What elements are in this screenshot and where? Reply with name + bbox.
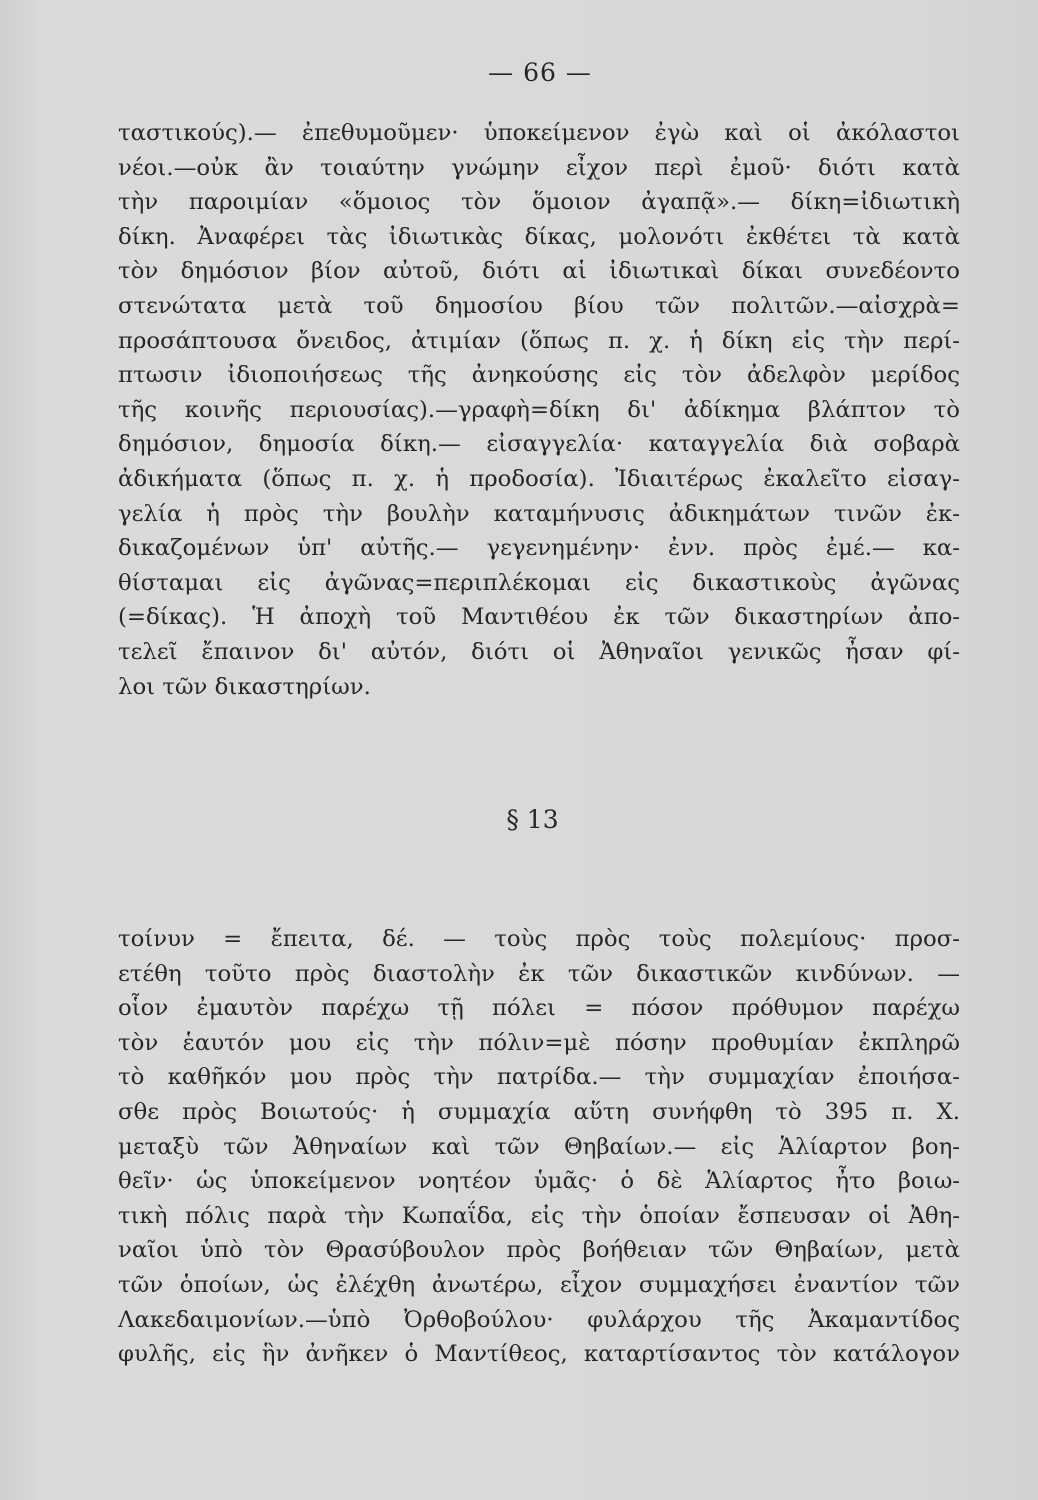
text-line: ἀδικήματα (ὅπως π. χ. ἡ προδοσία). Ἰδιαιτέρως ἐκαλεῖτο εἰσαγ- [118, 465, 960, 492]
text-line: τῆς κοινῆς περιουσίας).—γραφὴ=δίκη δι' ἀδίκημα βλάπτον τὸ [118, 396, 960, 423]
text-line: σθε πρὸς Βοιωτούς· ἡ συμμαχία αὕτη συνήφθη τὸ 395 π. Χ. [118, 1098, 960, 1125]
text-line: προσάπτουσα ὄνειδος, ἀτιμίαν (ὅπως π. χ. ἡ δίκη εἰς τὴν περί- [118, 327, 960, 354]
text-line: τὸ καθῆκόν μου πρὸς τὴν πατρίδα.— τὴν συμμαχίαν ἐποιήσα- [118, 1064, 960, 1091]
text-line: (=δίκας). Ἡ ἀποχὴ τοῦ Μαντιθέου ἐκ τῶν δικαστηρίων ἀπο- [118, 604, 960, 631]
text-line: φυλῆς, εἰς ἣν ἀνῆκεν ὁ Μαντίθεος, καταρτίσαντος τὸν κατάλογον [118, 1341, 960, 1368]
text-line: λοι τῶν δικαστηρίων. [118, 673, 371, 700]
text-line: θίσταμαι εἰς ἀγῶνας=περιπλέκομαι εἰς δικαστικοὺς ἀγῶνας [118, 569, 960, 596]
commentary-block-1 [118, 116, 960, 704]
text-line: δημόσιον, δημοσία δίκη.— εἰσαγγελία· καταγγελία διὰ σοβαρὰ [118, 431, 960, 458]
text-line: τελεῖ ἔπαινον δι' αὐτόν, διότι οἱ Ἀθηναῖοι γενικῶς ἦσαν φί- [118, 638, 960, 665]
text-line: δικαζομένων ὑπ' αὐτῆς.— γεγενημένην· ἐνν. πρὸς ἐμέ.— κα- [118, 535, 960, 562]
text-line: ναῖοι ὑπὸ τὸν Θρασύβουλον πρὸς βοήθειαν τῶν Θηβαίων, μετὰ [118, 1237, 960, 1264]
text-line: θεῖν· ὡς ὑποκείμενον νοητέον ὑμᾶς· ὁ δὲ Ἁλίαρτος ἦτο βοιω- [118, 1168, 960, 1195]
text-line: ετέθη τοῦτο πρὸς διαστολὴν ἐκ τῶν δικαστικῶν κινδύνων. — [118, 960, 960, 987]
text-line: τὸν ἑαυτόν μου εἰς τὴν πόλιν=μὲ πόσην προθυμίαν ἐκπληρῶ [118, 1029, 960, 1056]
commentary-block-2 [118, 922, 960, 1372]
text-line: τὴν παροιμίαν «ὅμοιος τὸν ὅμοιον ἀγαπᾷ».— δίκη=ἰδιωτικὴ [118, 189, 960, 216]
text-line: τῶν ὁποίων, ὡς ἐλέχθη ἀνωτέρω, εἶχον συμμαχήσει ἐναντίον τῶν [118, 1271, 960, 1298]
text-line: μεταξὺ τῶν Ἀθηναίων καὶ τῶν Θηβαίων.— εἰς Ἁλίαρτον βοη- [118, 1133, 960, 1160]
text-line: τοίνυν = ἔπειτα, δέ. — τοὺς πρὸς τοὺς πολεμίους· προσ- [118, 926, 960, 952]
page-number: — 66 — [488, 58, 592, 87]
text-line: τικὴ πόλις παρὰ τὴν Κωπαΐδα, εἰς τὴν ὁποίαν ἔσπευσαν οἱ Ἀθη- [118, 1202, 960, 1229]
text-line: στενώτατα μετὰ τοῦ δημοσίου βίου τῶν πολιτῶν.—αἰσχρὰ= [118, 292, 960, 319]
text-line: γελία ἡ πρὸς τὴν βουλὴν καταμήνυσις ἀδικημάτων τινῶν ἐκ- [118, 500, 960, 527]
section-heading: § 13 [506, 805, 559, 834]
text-line: δίκη. Ἀναφέρει τὰς ἰδιωτικὰς δίκας, μολονότι ἐκθέτει τὰ κατὰ [118, 223, 960, 250]
text-line: νέοι.—οὐκ ἂν τοιαύτην γνώμην εἶχον περὶ ἐμοῦ· διότι κατὰ [118, 154, 960, 181]
text-line: τὸν δημόσιον βίον αὐτοῦ, διότι αἱ ἰδιωτικαὶ δίκαι συνεδέοντο [118, 258, 960, 285]
text-line: ταστικούς).— ἐπεθυμοῦμεν· ὑποκείμενον ἐγὼ καὶ οἱ ἀκόλαστοι [118, 120, 960, 146]
text-line: οἷον ἐμαυτὸν παρέχω τῇ πόλει = πόσον πρόθυμον παρέχω [118, 995, 960, 1022]
text-line: πτωσιν ἰδιοποιήσεως τῆς ἀνηκούσης εἰς τὸν ἀδελφὸν μερίδος [118, 362, 960, 389]
text-line: Λακεδαιμονίων.—ὑπὸ Ὀρθοβούλου· φυλάρχου τῆς Ἀκαμαντίδος [118, 1306, 960, 1333]
